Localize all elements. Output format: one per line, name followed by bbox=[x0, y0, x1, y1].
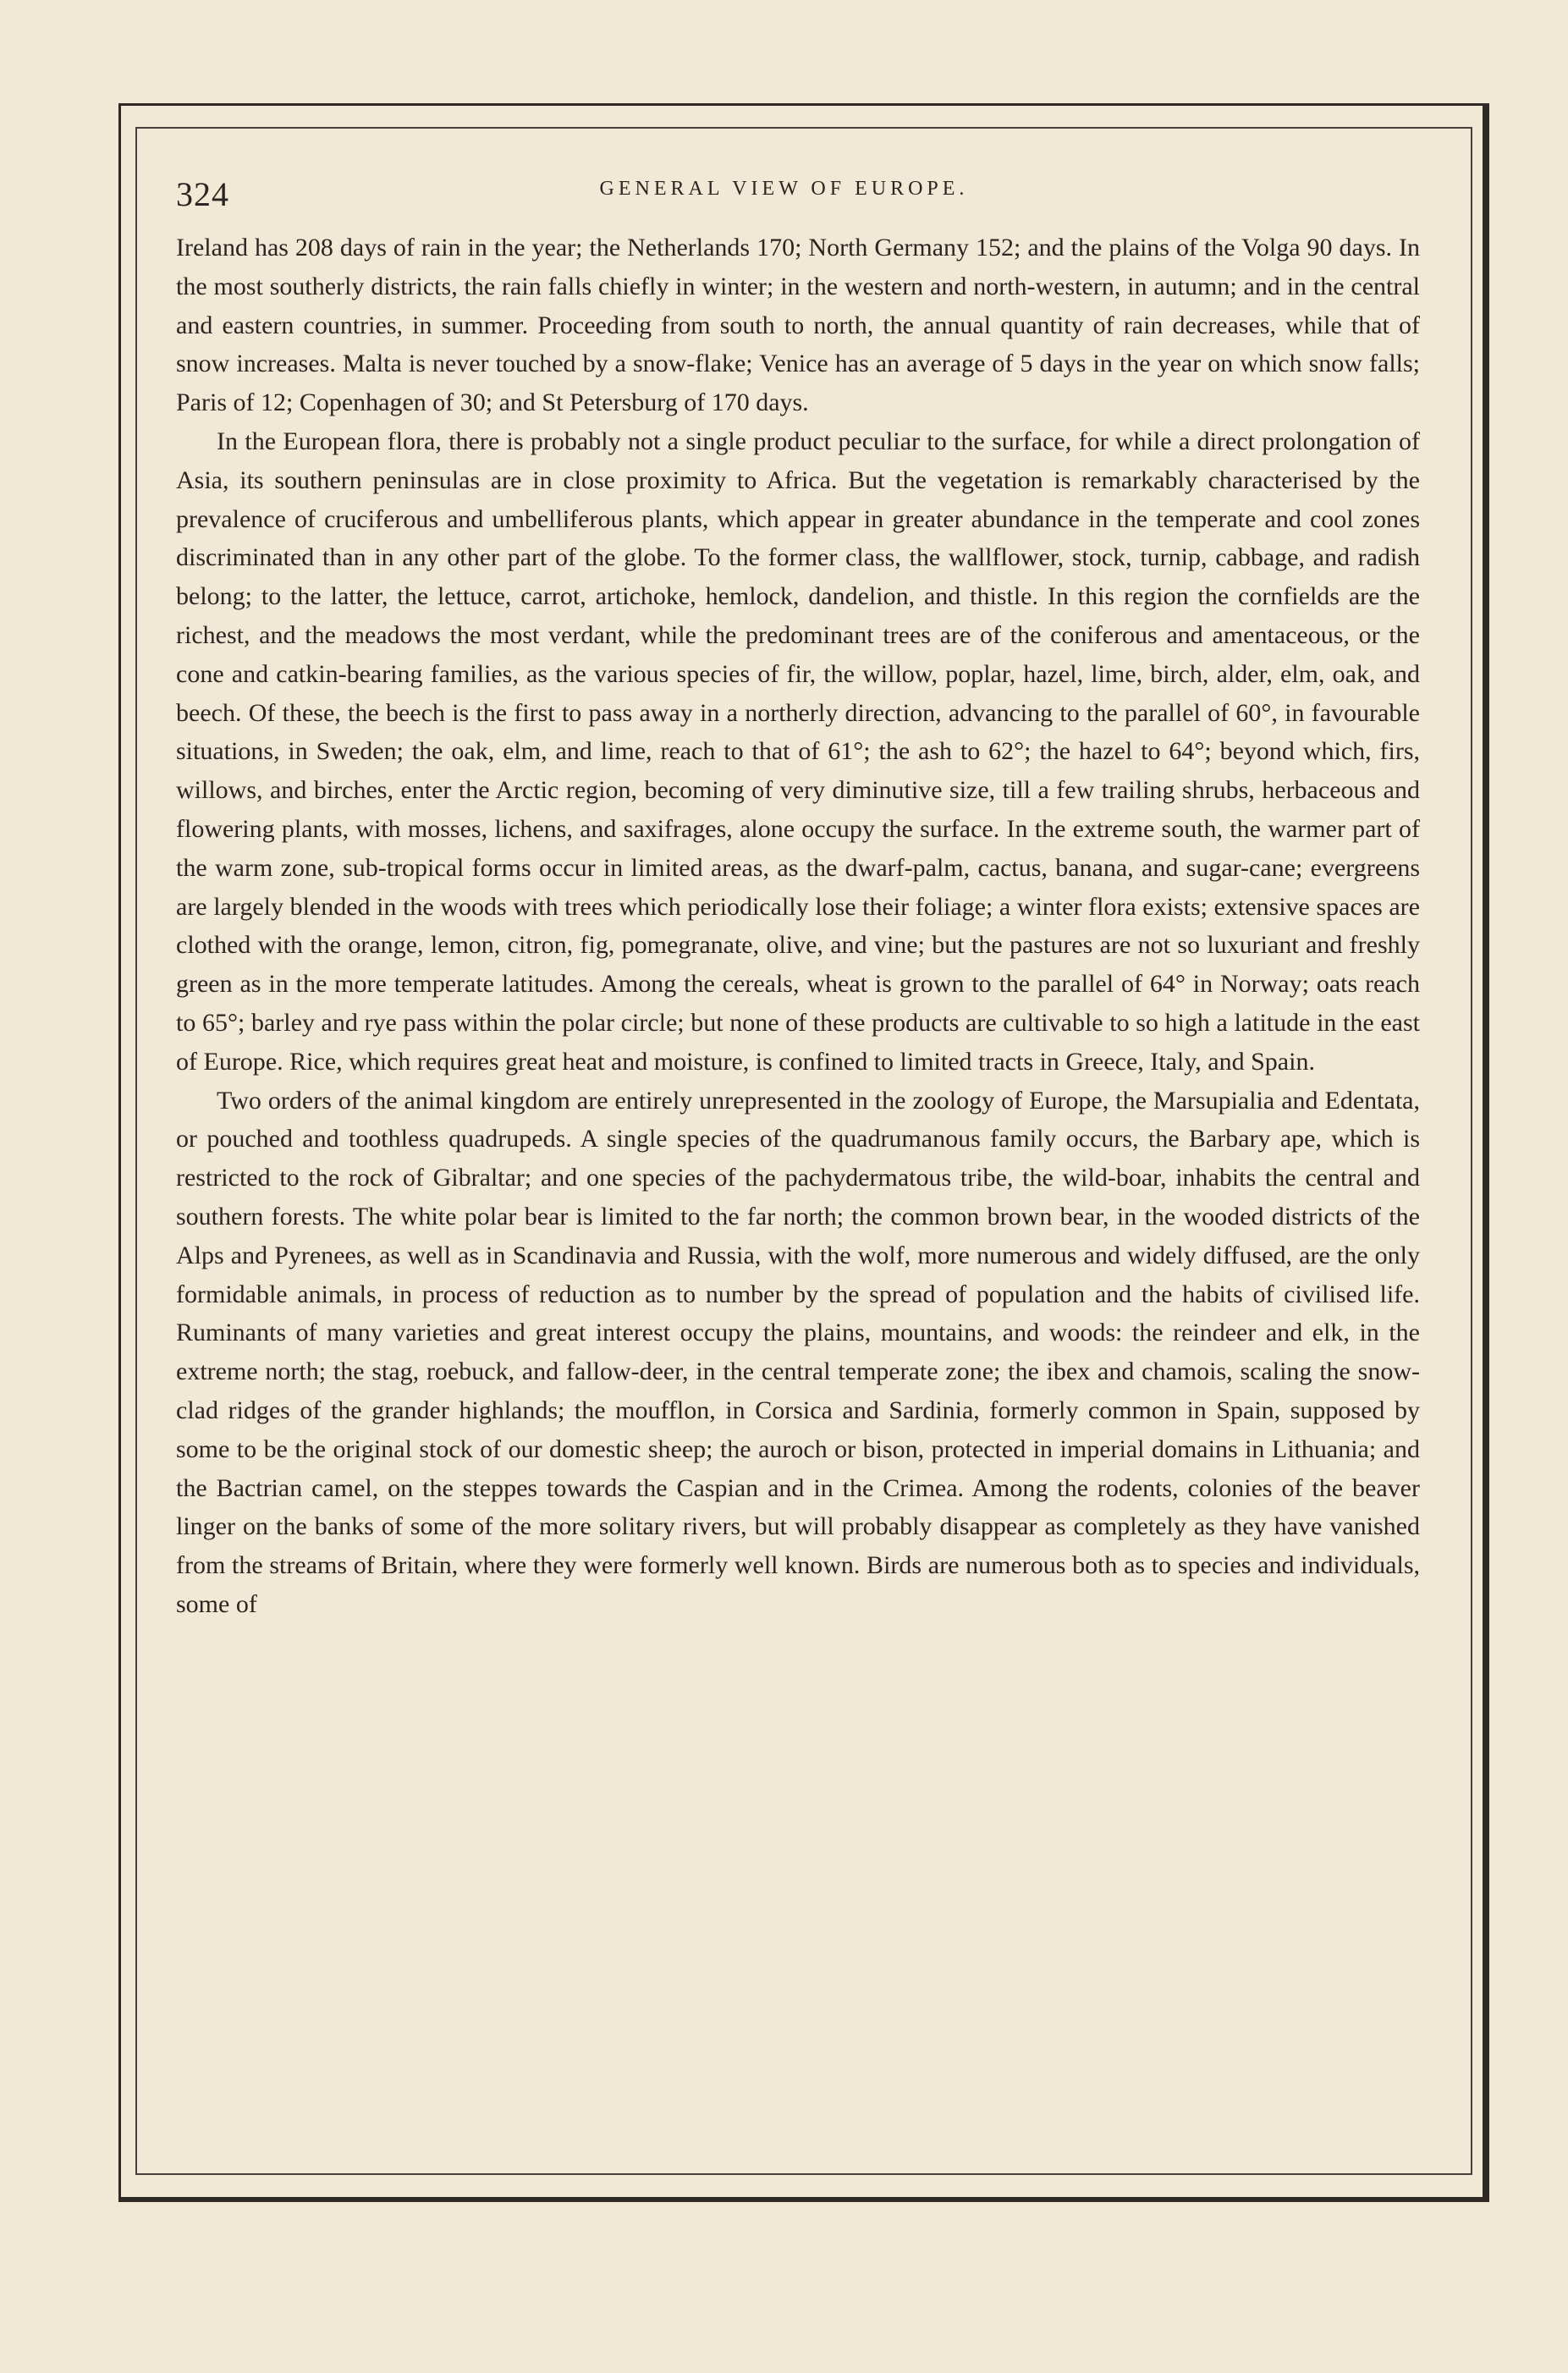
running-head: GENERAL VIEW OF EUROPE. bbox=[599, 178, 969, 200]
body-text bbox=[176, 228, 1420, 1624]
page-number: 324 bbox=[176, 175, 229, 213]
paragraph-fauna: Two orders of the animal kingdom are entirely unrepresented in the zoology of Europe, the Marsupialia and Edentata, or pouched and toothless quadrupeds. A single species of the quadrumanous family occurs, the Barbary ape, which is restricted to the rock of Gibraltar; and one species of the pachydermatous tribe, the wild-boar, inhabits the central and southern forests. The white polar bear is limited to the far north; the common brown bear, in the wooded districts of the Alps and Pyrenees, as well as in Scandinavia and Russia, with the wolf, more numerous and widely diffused, are the only formidable animals, in process of reduction as to number by the spread of population and the habits of civilised life. Ruminants of many varieties and great interest occupy the plains, mountains, and woods: the reindeer and elk, in the extreme north; the stag, roebuck, and fallow-deer, in the central temperate zone; the ibex and chamois, scaling the snow-clad ridges of the grander highlands; the moufflon, in Corsica and Sardinia, formerly common in Spain, supposed by some to be the original stock of our domestic sheep; the auroch or bison, protected in imperial domains in Lithuania; and the Bactrian camel, on the steppes towards the Caspian and in the Crimea. Among the rodents, colonies of the beaver linger on the banks of some of the more solitary rivers, but will probably disappear as completely as they have vanished from the streams of Britain, where they were formerly well known. Birds are numerous both as to species and individuals, some of bbox=[176, 1086, 1420, 1618]
paragraph-rainfall: Ireland has 208 days of rain in the year; the Netherlands 170; North Germany 152; and the plains of the Volga 90 days. In the most southerly districts, the rain falls chiefly in winter; in the western and north-western, in autumn; and in the central and eastern countries, in summer. Proceeding from south to north, the annual quantity of rain decreases, while that of snow increases. Malta is never touched by a snow-flake; Venice has an average of 5 days in the year on which snow falls; Paris of 12; Copenhagen of 30; and St Petersburg of 170 days. bbox=[176, 234, 1420, 417]
paragraph-flora: In the European flora, there is probably not a single product peculiar to the surface, for while a direct prolongation of Asia, its southern peninsulas are in close proximity to Africa. But the vegetation is remarkably characterised by the prevalence of cruciferous and umbelliferous plants, which appear in greater abundance in the temperate and cool zones discriminated than in any other part of the globe. To the former class, the wallflower, stock, turnip, cabbage, and radish belong; to the latter, the lettuce, carrot, artichoke, hemlock, dandelion, and thistle. In this region the cornfields are the richest, and the meadows the most verdant, while the predominant trees are of the coniferous and amentaceous, or the cone and catkin-bearing families, as the various species of fir, the willow, poplar, hazel, lime, birch, alder, elm, oak, and beech. Of these, the beech is the first to pass away in a northerly direction, advancing to the parallel of 60°, in favourable situations, in Sweden; the oak, elm, and lime, reach to that of 61°; the ash to 62°; the hazel to 64°; beyond which, firs, willows, and birches, enter the Arctic region, becoming of very diminutive size, till a few trailing shrubs, herbaceous and flowering plants, with mosses, lichens, and saxifrages, alone occupy the surface. In the extreme south, the warmer part of the warm zone, sub-tropical forms occur in limited areas, as the dwarf-palm, cactus, banana, and sugar-cane; evergreens are largely blended in the woods with trees which periodically lose their foliage; a winter flora exists; extensive spaces are clothed with the orange, lemon, citron, fig, pomegranate, olive, and vine; but the pastures are not so luxuriant and freshly green as in the more temperate latitudes. Among the cereals, wheat is grown to the parallel of 64° in Norway; oats reach to 65°; barley and rye pass within the polar circle; but none of these products are cultivable to so high a latitude in the east of Europe. Rice, which requires great heat and moisture, is confined to limited tracts in Greece, Italy, and Spain. bbox=[176, 427, 1420, 1076]
